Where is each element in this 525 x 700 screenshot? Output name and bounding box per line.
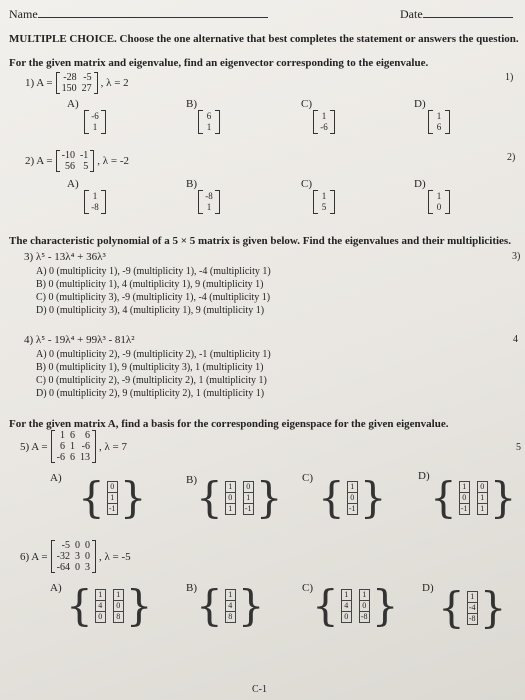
q5-choice-d-basis[interactable]: { 1 0 -1 0 1 1 } xyxy=(430,473,517,522)
q5-choice-b-label[interactable]: B) xyxy=(186,474,197,486)
q1-choice-d-label[interactable]: D) xyxy=(414,98,426,110)
q3-margin: 3) xyxy=(512,251,521,262)
vector-entry: 6 xyxy=(206,111,212,121)
q5-stem xyxy=(20,430,127,463)
q2-matrix-cell: 5 xyxy=(83,161,89,172)
name-line xyxy=(38,6,268,18)
q6-choice-d-label[interactable]: D) xyxy=(422,582,434,594)
q5-lambda: , λ = 7 xyxy=(98,440,127,453)
q1-matrix-cell: -28 xyxy=(63,72,77,83)
q2-stem xyxy=(25,150,129,172)
vector-entry: 0 xyxy=(243,481,254,493)
q6-lambda: , λ = -5 xyxy=(98,550,131,563)
vector-entry: 4 xyxy=(341,601,352,612)
q5-matrix xyxy=(51,430,96,463)
section1-prompt: For the given matrix and eigenvalue, find an eigenvector corresponding to the eigenvalue. xyxy=(9,57,429,69)
vector-entry: 1 xyxy=(92,191,98,201)
q5-margin: 5 xyxy=(516,442,521,453)
q2-choice-d-label[interactable]: D) xyxy=(414,178,426,190)
date-line xyxy=(423,6,513,18)
vector-entry: 1 xyxy=(321,191,327,201)
q1-margin: 1) xyxy=(505,72,514,83)
vector-entry: 0 xyxy=(359,601,370,612)
q5-matrix-cell: 6 xyxy=(84,430,90,441)
vector-entry: 1 xyxy=(225,589,236,601)
vector-entry: 0 xyxy=(225,493,236,504)
q6-matrix xyxy=(51,540,96,573)
q3-stem: 3) λ⁵ - 13λ⁴ + 36λ³ xyxy=(24,251,106,263)
instructions xyxy=(9,33,519,45)
vector-entry: -8 xyxy=(467,614,478,625)
vector-entry: 1 xyxy=(206,122,212,132)
section3-prompt: For the given matrix A, find a basis for the corresponding eigenspace for the given eigenvalue. xyxy=(9,418,449,430)
q2-matrix-cell: -10 xyxy=(61,150,75,161)
q5-matrix-cell: 6 xyxy=(69,430,75,441)
q3-choice-a[interactable]: A) 0 (multiplicity 1), -9 (multiplicity 1), -4 (multiplicity 1) xyxy=(36,266,271,277)
vector-entry: 1 xyxy=(225,481,236,493)
q5-choice-c-basis[interactable]: { 1 0 -1 } xyxy=(318,473,387,522)
vector-entry: 1 xyxy=(459,481,470,493)
q6-choice-b-label[interactable]: B) xyxy=(186,582,197,594)
q2-choice-c-label[interactable]: C) xyxy=(301,178,312,190)
q6-matrix-cell: 3 xyxy=(74,551,80,562)
vector-entry: -1 xyxy=(347,504,358,515)
q1-lambda: , λ = 2 xyxy=(100,77,129,89)
q5-matrix-cell: 13 xyxy=(79,452,90,463)
q5-matrix-cell: 1 xyxy=(69,441,75,452)
name-label: Name xyxy=(9,7,38,21)
q6-matrix-cell: -5 xyxy=(61,540,70,551)
vector-entry: 0 xyxy=(347,493,358,504)
vector-entry: 1 xyxy=(225,504,236,515)
vector-entry: 0 xyxy=(95,612,106,623)
vector-entry: -1 xyxy=(243,504,254,515)
q3-choice-b[interactable]: B) 0 (multiplicity 1), 4 (multiplicity 1), 9 (multiplicity 1) xyxy=(36,279,264,290)
vector-entry: 1 xyxy=(113,589,124,601)
vector-entry: 1 xyxy=(477,504,488,515)
vector-entry: 1 xyxy=(436,191,442,201)
q1-choice-c-vector[interactable] xyxy=(313,110,335,134)
q5-matrix-cell: 1 xyxy=(59,430,65,441)
q6-matrix-cell: 0 xyxy=(84,551,90,562)
q5-matrix-cell: -6 xyxy=(56,452,65,463)
q6-choice-c-basis[interactable]: { 1 4 0 1 0 -8 } xyxy=(312,581,399,630)
instructions-lead: MULTIPLE CHOICE. xyxy=(9,33,117,45)
q3-choice-d[interactable]: D) 0 (multiplicity 3), 4 (multiplicity 1), 9 (multiplicity 1) xyxy=(36,305,265,316)
q6-matrix-cell: -32 xyxy=(56,551,70,562)
q6-matrix-cell: 0 xyxy=(74,562,80,573)
vector-entry: 5 xyxy=(321,202,327,212)
q2-choice-a-label[interactable]: A) xyxy=(67,178,79,190)
q4-choice-b[interactable]: B) 0 (multiplicity 1), 9 (multiplicity 3), 1 (multiplicity 1) xyxy=(36,362,264,373)
q2-matrix xyxy=(56,150,95,172)
section2-prompt: The characteristic polynomial of a 5 × 5 matrix is given below. Find the eigenvalues and their multiplicities. xyxy=(9,235,511,247)
vector-entry: 1 xyxy=(95,589,106,601)
q2-choice-d-vector[interactable] xyxy=(428,190,450,214)
q6-stem xyxy=(20,540,131,573)
q2-lambda: , λ = -2 xyxy=(97,155,129,167)
q1-matrix xyxy=(56,72,98,94)
q1-number: 1) A = xyxy=(25,77,53,89)
vector-entry: 6 xyxy=(436,122,442,132)
q4-margin: 4 xyxy=(513,334,518,345)
q6-number: 6) A = xyxy=(20,550,48,563)
q2-number: 2) A = xyxy=(25,155,53,167)
q1-matrix-cell: 27 xyxy=(81,83,92,94)
q1-choice-a-vector[interactable] xyxy=(84,110,106,134)
vector-entry: 0 xyxy=(436,202,442,212)
vector-entry: 1 xyxy=(341,589,352,601)
q5-number: 5) A = xyxy=(20,440,48,453)
q2-choice-c-vector[interactable] xyxy=(313,190,335,214)
vector-entry: 0 xyxy=(113,601,124,612)
vector-entry: -6 xyxy=(320,122,328,132)
q6-choice-d-basis[interactable]: { 1 -4 -8 } xyxy=(438,583,507,632)
q1-matrix-cell: 150 xyxy=(61,83,77,94)
vector-entry: 0 xyxy=(107,481,118,493)
q5-choice-c-label[interactable]: C) xyxy=(302,472,313,484)
q1-choice-d-vector[interactable] xyxy=(428,110,450,134)
q4-choice-a[interactable]: A) 0 (multiplicity 2), -9 (multiplicity 2), -1 (multiplicity 1) xyxy=(36,349,271,360)
vector-entry: 1 xyxy=(477,493,488,504)
vector-entry: 4 xyxy=(225,601,236,612)
vector-entry: -8 xyxy=(205,191,213,201)
vector-entry: 1 xyxy=(467,591,478,603)
vector-entry: 4 xyxy=(95,601,106,612)
q4-choice-c[interactable]: C) 0 (multiplicity 2), -9 (multiplicity 2), 1 (multiplicity 1) xyxy=(36,375,267,386)
q1-choice-b-vector[interactable] xyxy=(198,110,220,134)
q5-choice-a-label[interactable]: A) xyxy=(50,472,62,484)
vector-entry: 1 xyxy=(321,111,327,121)
q6-matrix-cell: -64 xyxy=(56,562,70,573)
q2-choice-b-label[interactable]: B) xyxy=(186,178,197,190)
date-field xyxy=(400,6,513,22)
q5-matrix-cell: 6 xyxy=(69,452,75,463)
vector-entry: 1 xyxy=(359,589,370,601)
q1-choice-a-label[interactable]: A) xyxy=(67,98,79,110)
vector-entry: 0 xyxy=(477,481,488,493)
vector-entry: -8 xyxy=(91,202,99,212)
q1-matrix-cell: -5 xyxy=(83,72,92,83)
q4-choice-d[interactable]: D) 0 (multiplicity 2), 9 (multiplicity 2), 1 (multiplicity 1) xyxy=(36,388,265,399)
date-label: Date xyxy=(400,7,423,21)
vector-entry: 1 xyxy=(436,111,442,121)
q5-choice-a-basis[interactable]: { 0 1 -1 } xyxy=(78,473,147,522)
vector-entry: 8 xyxy=(225,612,236,623)
q6-choice-a-basis[interactable]: { 1 4 0 1 0 8 } xyxy=(66,581,153,630)
vector-entry: 1 xyxy=(206,202,212,212)
vector-entry: 8 xyxy=(113,612,124,623)
q6-matrix-cell: 0 xyxy=(84,540,90,551)
q2-margin: 2) xyxy=(507,152,516,163)
instructions-text: Choose the one alternative that best completes the statement or answers the question. xyxy=(119,33,519,45)
q6-matrix-cell: 3 xyxy=(84,562,90,573)
q1-choice-c-label[interactable]: C) xyxy=(301,98,312,110)
q6-choice-c-label[interactable]: C) xyxy=(302,582,313,594)
name-field xyxy=(9,6,268,22)
q6-choice-b-basis[interactable]: { 1 4 8 } xyxy=(196,581,265,630)
q5-choice-b-basis[interactable]: { 1 0 1 0 1 -1 } xyxy=(196,473,283,522)
vector-entry: 1 xyxy=(92,122,98,132)
vector-entry: -8 xyxy=(359,612,370,623)
q1-choice-b-label[interactable]: B) xyxy=(186,98,197,110)
q3-choice-c[interactable]: C) 0 (multiplicity 3), -9 (multiplicity 1), -4 (multiplicity 1) xyxy=(36,292,271,303)
q5-choice-d-label[interactable]: D) xyxy=(418,470,430,482)
vector-entry: -1 xyxy=(459,504,470,515)
vector-entry: 1 xyxy=(347,481,358,493)
vector-entry: 1 xyxy=(243,493,254,504)
vector-entry: 1 xyxy=(107,493,118,504)
q2-choice-b-vector[interactable] xyxy=(198,190,220,214)
q2-matrix-cell: 56 xyxy=(64,161,75,172)
q5-matrix-cell: -6 xyxy=(81,441,90,452)
q1-stem xyxy=(25,72,129,94)
q6-matrix-cell: 0 xyxy=(74,540,80,551)
q2-choice-a-vector[interactable] xyxy=(84,190,106,214)
q4-stem: 4) λ⁵ - 19λ⁴ + 99λ³ - 81λ² xyxy=(24,334,135,346)
vector-entry: 0 xyxy=(341,612,352,623)
q5-matrix-cell: 6 xyxy=(59,441,65,452)
vector-entry: -1 xyxy=(107,504,118,515)
vector-entry: 0 xyxy=(459,493,470,504)
vector-entry: -6 xyxy=(91,111,99,121)
q6-choice-a-label[interactable]: A) xyxy=(50,582,62,594)
page-number: C-1 xyxy=(252,684,267,695)
q2-matrix-cell: -1 xyxy=(79,150,89,161)
vector-entry: -4 xyxy=(467,603,478,614)
